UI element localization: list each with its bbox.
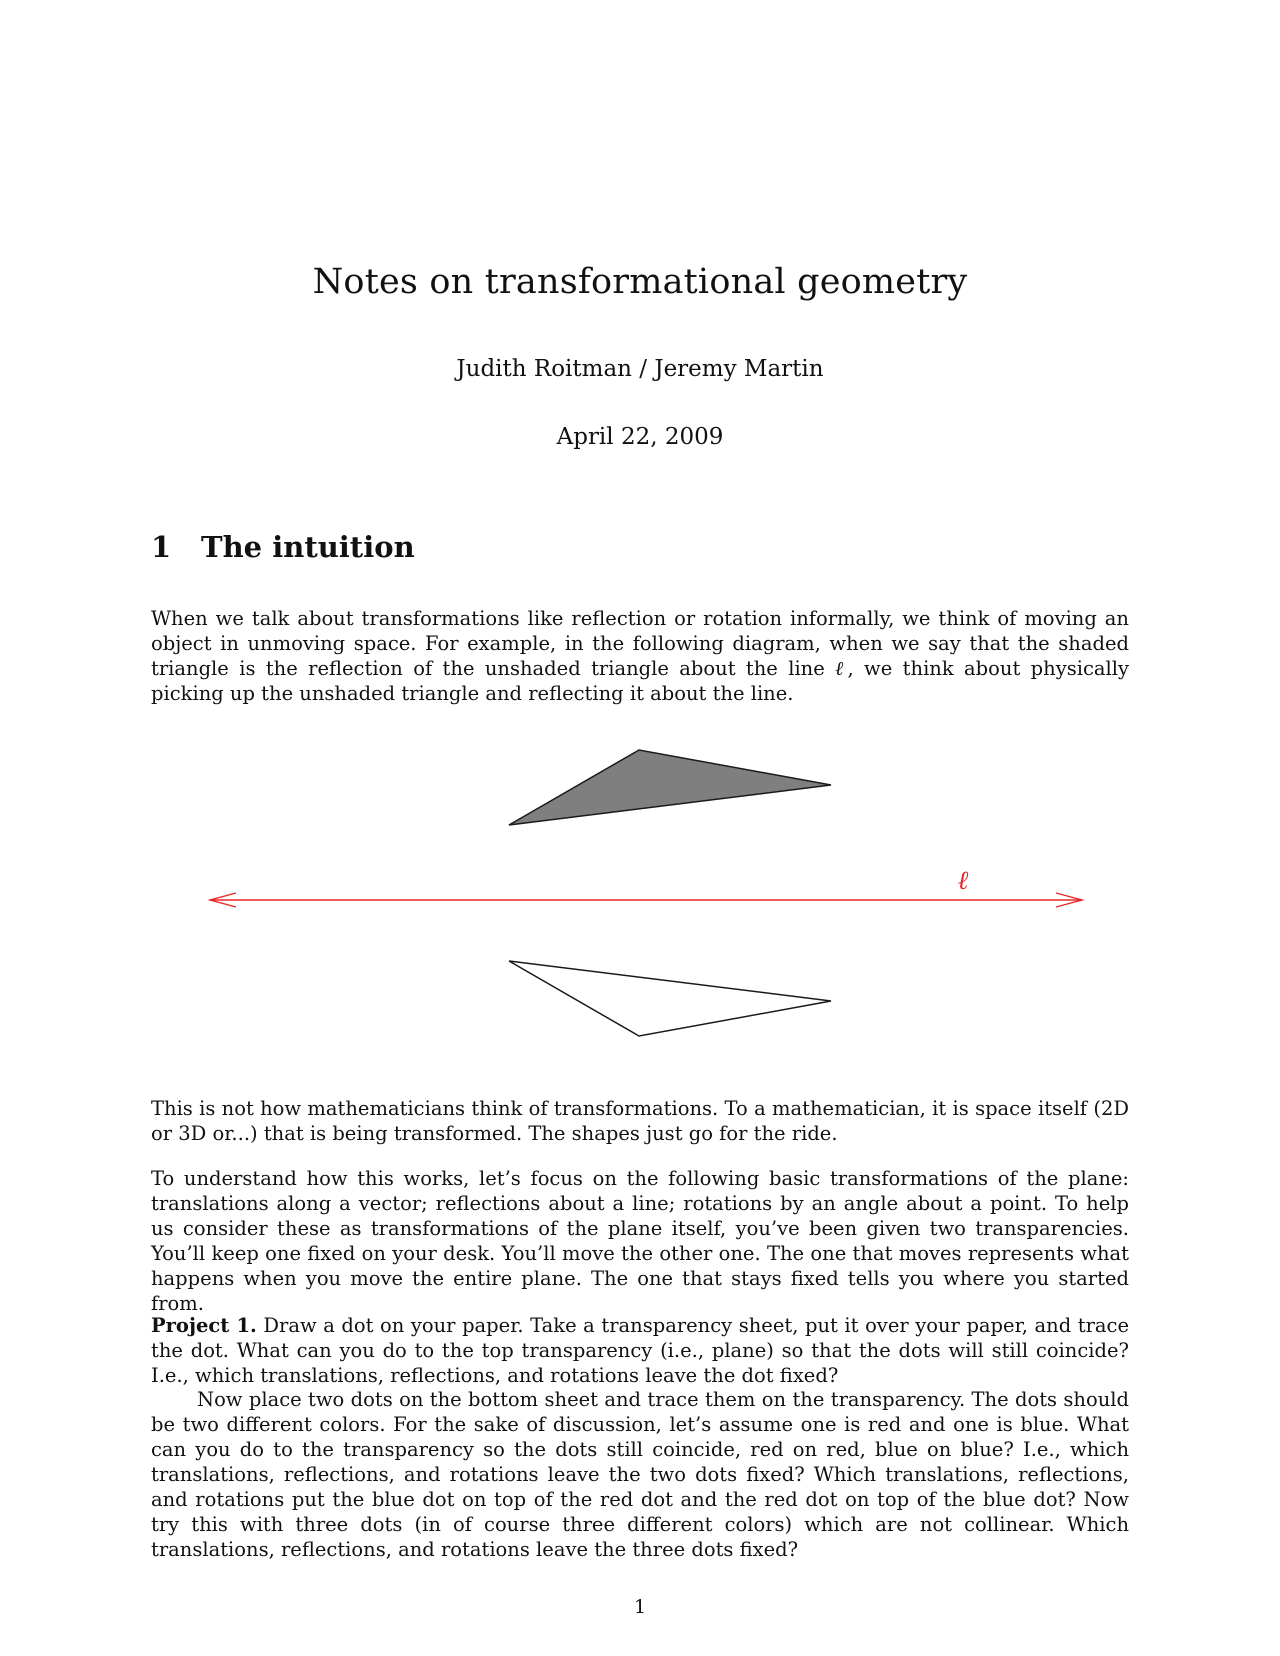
- paragraph-intro: [151, 606, 1129, 706]
- section-title: The intuition: [201, 530, 415, 564]
- paper-date: April 22, 2009: [556, 424, 724, 450]
- paper-authors: Judith Roitman / Jeremy Martin: [456, 356, 824, 382]
- unshaded-triangle: [509, 961, 831, 1036]
- paragraph-two-dots: Now place two dots on the bottom sheet and trace them on the transparency. The dots should be two different colors. For the sake of discussion, let’s assume one is red and one is blue. What can you do to the transparency so the dots still coincide, red on red, blue on blue? I.e., which translations, reflections, and rotations leave the two dots fixed? Which translations, reflections, and rotations put the blue dot on top of the red dot and the red dot on top of the blue dot? Now try this with three dots (in of course three different colors) which are not collinear. Which translations, reflections, and rotations leave the three dots fixed?: [151, 1388, 1129, 1561]
- paragraph-intro-text-2: , we think about physically picking up the unshaded triangle and reflecting it about the line.: [151, 657, 1130, 705]
- line-label-ell: ℓ: [958, 866, 970, 896]
- line-ell-symbol: ℓ: [835, 657, 848, 680]
- paragraph-project-1: [151, 1313, 1129, 1388]
- paragraph-intro-text-1: When we talk about transformations like reflection or rotation informally, we think of moving an object in unmoving space. For example, in the following diagram, when we say that the shaded triangle is the reflection of the unshaded triangle about the line: [151, 607, 1129, 680]
- section-number: 1: [151, 530, 172, 564]
- page-number: 1: [633, 1596, 647, 1618]
- shaded-triangle: [509, 750, 831, 825]
- paragraph-mathematicians: This is not how mathematicians think of transformations. To a mathematician, it is space itself (2D or 3D or...) that is being transformed. The shapes just go for the ride.: [151, 1097, 1129, 1145]
- project-1-text: Draw a dot on your paper. Take a transparency sheet, put it over your paper, and trace the dot. What can you do to the top transparency (i.e., plane) so that the dots will still coincide? I.e., which translations, reflections, and rotations leave the dot fixed?: [151, 1314, 1129, 1387]
- project-label: Project 1.: [151, 1314, 257, 1337]
- paragraph-transparencies: To understand how this works, let’s focus on the following basic transformations of the plane: translations along a vector; reflections about a line; rotations by an angle about a point. To help us consider these as transformations of the plane itself, you’ve been given two transparencies. You’ll keep one fixed on your desk. You’ll move the other one. The one that moves represents what happens when you move the entire plane. The one that stays fixed tells you where you started from.: [151, 1167, 1129, 1315]
- paper-title: Notes on transformational geometry: [312, 262, 968, 302]
- section-heading: [151, 530, 415, 564]
- reflection-diagram: [0, 730, 1280, 1050]
